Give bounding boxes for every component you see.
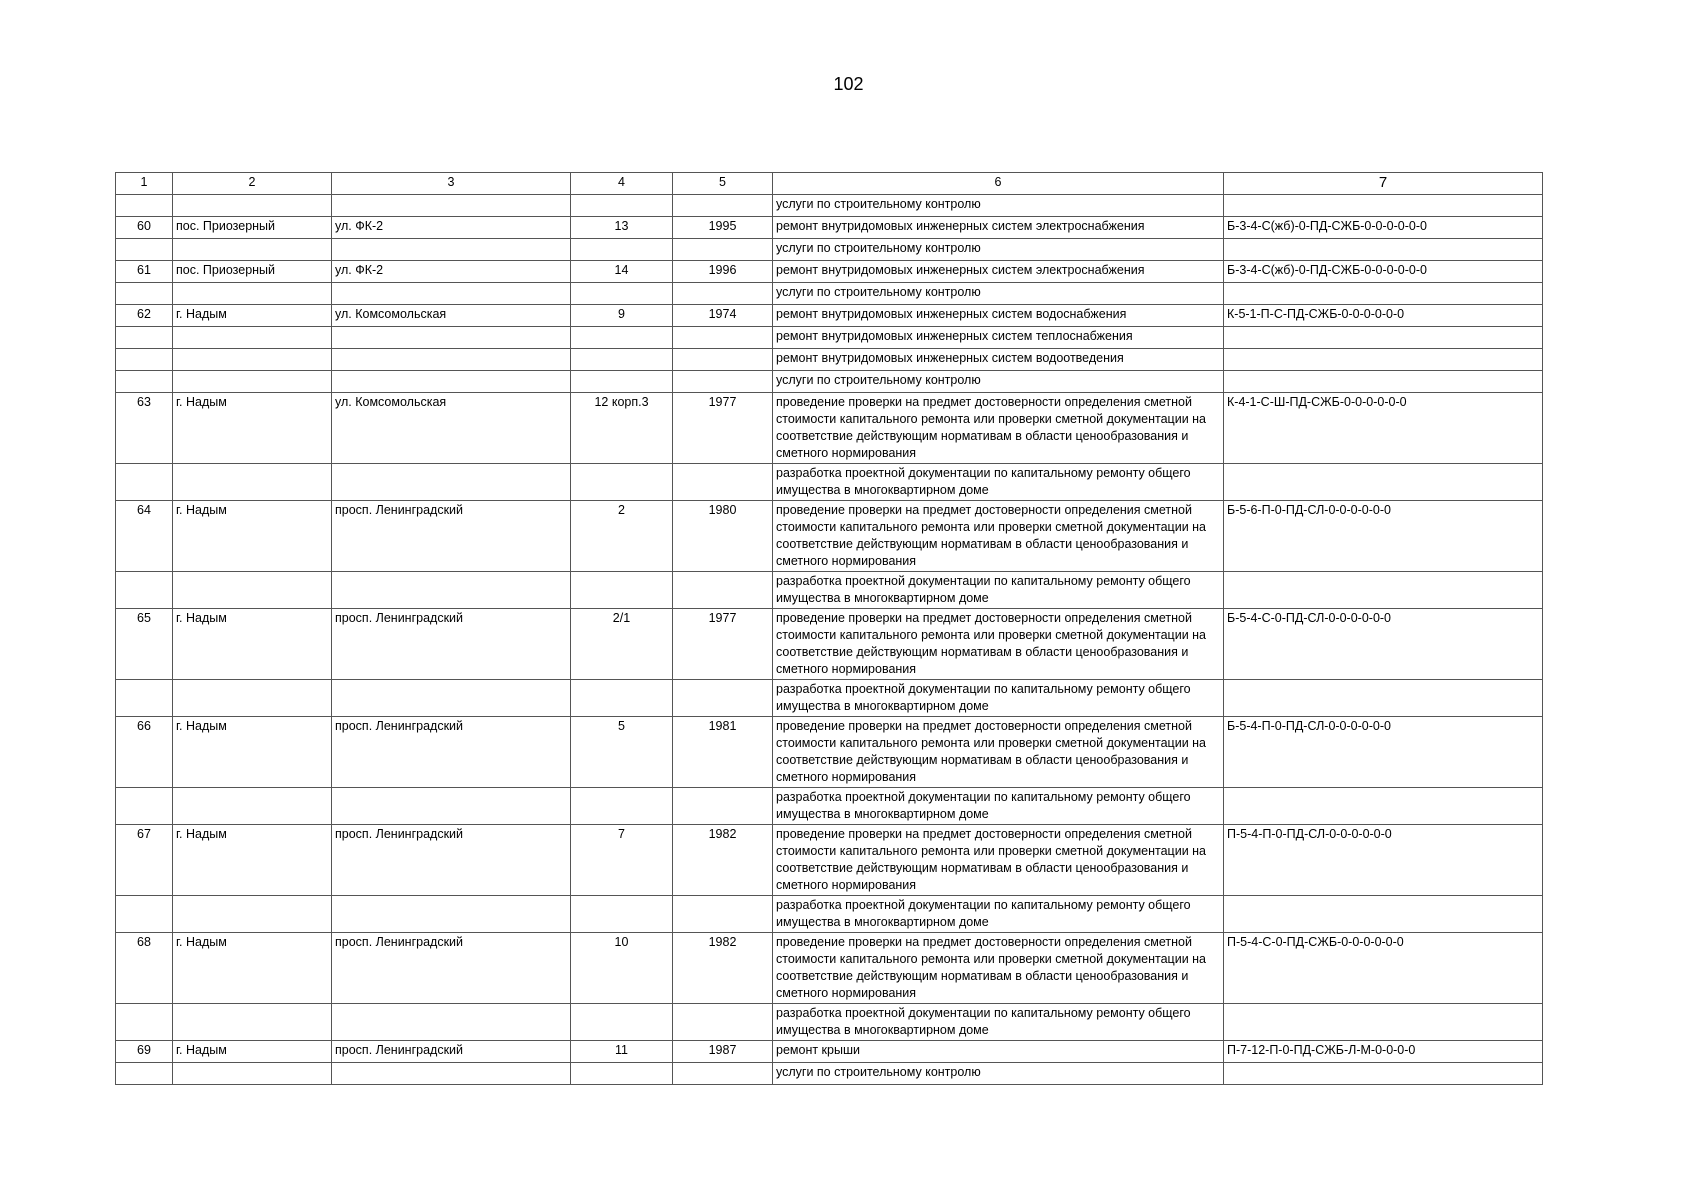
building-code-cell: П-5-4-П-0-ПД-СЛ-0-0-0-0-0-0 xyxy=(1224,825,1543,896)
settlement-cell xyxy=(173,195,332,217)
table-row xyxy=(116,371,1543,393)
build-year-cell: 1977 xyxy=(673,609,773,680)
table-row xyxy=(116,464,1543,501)
building-code-cell xyxy=(1224,680,1543,717)
building-code-cell xyxy=(1224,195,1543,217)
house-number-cell xyxy=(571,327,673,349)
build-year-cell xyxy=(673,572,773,609)
row-number xyxy=(116,283,173,305)
work-type-cell: разработка проектной документации по капитальному ремонту общего имущества в многоквартирном доме xyxy=(773,896,1224,933)
settlement-cell: пос. Приозерный xyxy=(173,261,332,283)
house-number-cell: 5 xyxy=(571,717,673,788)
build-year-cell: 1980 xyxy=(673,501,773,572)
street-cell xyxy=(332,1063,571,1085)
table-row xyxy=(116,680,1543,717)
build-year-cell xyxy=(673,195,773,217)
column-number: 1 xyxy=(116,173,173,195)
work-type-cell: ремонт внутридомовых инженерных систем электроснабжения xyxy=(773,261,1224,283)
settlement-cell: г. Надым xyxy=(173,501,332,572)
work-type-cell: проведение проверки на предмет достоверности определения сметной стоимости капитального ремонта или проверки сметной документации на соответствие действующим нормативам в области ценообразования и сметного нормирования xyxy=(773,609,1224,680)
work-type-cell: услуги по строительному контролю xyxy=(773,283,1224,305)
house-number-cell: 11 xyxy=(571,1041,673,1063)
settlement-cell: г. Надым xyxy=(173,933,332,1004)
building-code-cell xyxy=(1224,283,1543,305)
building-code-cell: П-5-4-С-0-ПД-СЖБ-0-0-0-0-0-0 xyxy=(1224,933,1543,1004)
build-year-cell: 1977 xyxy=(673,393,773,464)
building-code-cell xyxy=(1224,371,1543,393)
street-cell: просп. Ленинградский xyxy=(332,1041,571,1063)
street-cell: ул. Комсомольская xyxy=(332,393,571,464)
settlement-cell xyxy=(173,464,332,501)
settlement-cell: г. Надым xyxy=(173,1041,332,1063)
house-number-cell xyxy=(571,283,673,305)
work-type-cell: услуги по строительному контролю xyxy=(773,195,1224,217)
building-code-cell xyxy=(1224,572,1543,609)
work-type-cell: разработка проектной документации по капитальному ремонту общего имущества в многоквартирном доме xyxy=(773,1004,1224,1041)
row-number xyxy=(116,788,173,825)
house-number-cell: 13 xyxy=(571,217,673,239)
street-cell: просп. Ленинградский xyxy=(332,825,571,896)
table-row xyxy=(116,327,1543,349)
settlement-cell xyxy=(173,1004,332,1041)
row-number xyxy=(116,239,173,261)
building-code-cell: Б-3-4-С(жб)-0-ПД-СЖБ-0-0-0-0-0-0 xyxy=(1224,261,1543,283)
build-year-cell xyxy=(673,1063,773,1085)
building-code-cell: Б-5-4-П-0-ПД-СЛ-0-0-0-0-0-0 xyxy=(1224,717,1543,788)
table-row xyxy=(116,788,1543,825)
house-number-cell xyxy=(571,1004,673,1041)
table-row xyxy=(116,305,1543,327)
row-number: 65 xyxy=(116,609,173,680)
column-number: 6 xyxy=(773,173,1224,195)
street-cell: ул. ФК-2 xyxy=(332,261,571,283)
build-year-cell xyxy=(673,464,773,501)
table-row xyxy=(116,283,1543,305)
work-type-cell: услуги по строительному контролю xyxy=(773,1063,1224,1085)
street-cell xyxy=(332,239,571,261)
column-number: 4 xyxy=(571,173,673,195)
build-year-cell xyxy=(673,327,773,349)
build-year-cell: 1996 xyxy=(673,261,773,283)
build-year-cell xyxy=(673,896,773,933)
street-cell: ул. ФК-2 xyxy=(332,217,571,239)
street-cell xyxy=(332,1004,571,1041)
build-year-cell: 1987 xyxy=(673,1041,773,1063)
building-code-cell: Б-3-4-С(жб)-0-ПД-СЖБ-0-0-0-0-0-0 xyxy=(1224,217,1543,239)
table-row xyxy=(116,896,1543,933)
table-row xyxy=(116,572,1543,609)
capital-repair-table xyxy=(115,172,1543,1085)
street-cell: просп. Ленинградский xyxy=(332,609,571,680)
build-year-cell: 1982 xyxy=(673,825,773,896)
settlement-cell xyxy=(173,896,332,933)
building-code-cell: К-5-1-П-С-ПД-СЖБ-0-0-0-0-0-0 xyxy=(1224,305,1543,327)
street-cell: просп. Ленинградский xyxy=(332,717,571,788)
building-code-cell xyxy=(1224,464,1543,501)
table-row xyxy=(116,349,1543,371)
row-number: 60 xyxy=(116,217,173,239)
building-code-cell xyxy=(1224,239,1543,261)
table-row xyxy=(116,825,1543,896)
building-code-cell xyxy=(1224,327,1543,349)
house-number-cell: 10 xyxy=(571,933,673,1004)
street-cell xyxy=(332,896,571,933)
table-row xyxy=(116,717,1543,788)
build-year-cell: 1974 xyxy=(673,305,773,327)
settlement-cell: пос. Приозерный xyxy=(173,217,332,239)
street-cell xyxy=(332,327,571,349)
work-type-cell: услуги по строительному контролю xyxy=(773,239,1224,261)
build-year-cell xyxy=(673,371,773,393)
street-cell: ул. Комсомольская xyxy=(332,305,571,327)
row-number: 69 xyxy=(116,1041,173,1063)
row-number: 61 xyxy=(116,261,173,283)
work-type-cell: разработка проектной документации по капитальному ремонту общего имущества в многоквартирном доме xyxy=(773,572,1224,609)
settlement-cell: г. Надым xyxy=(173,609,332,680)
build-year-cell xyxy=(673,283,773,305)
work-type-cell: разработка проектной документации по капитальному ремонту общего имущества в многоквартирном доме xyxy=(773,680,1224,717)
work-type-cell: ремонт внутридомовых инженерных систем теплоснабжения xyxy=(773,327,1224,349)
table-row xyxy=(116,1041,1543,1063)
row-number xyxy=(116,371,173,393)
street-cell xyxy=(332,572,571,609)
house-number-cell xyxy=(571,464,673,501)
settlement-cell: г. Надым xyxy=(173,305,332,327)
building-code-cell: Б-5-6-П-0-ПД-СЛ-0-0-0-0-0-0 xyxy=(1224,501,1543,572)
house-number-cell xyxy=(571,896,673,933)
column-number: 5 xyxy=(673,173,773,195)
column-number: 7 xyxy=(1224,173,1543,195)
settlement-cell: г. Надым xyxy=(173,717,332,788)
settlement-cell xyxy=(173,680,332,717)
work-type-cell: разработка проектной документации по капитальному ремонту общего имущества в многоквартирном доме xyxy=(773,464,1224,501)
house-number-cell: 9 xyxy=(571,305,673,327)
work-type-cell: ремонт внутридомовых инженерных систем водоотведения xyxy=(773,349,1224,371)
build-year-cell xyxy=(673,239,773,261)
house-number-cell xyxy=(571,680,673,717)
row-number: 66 xyxy=(116,717,173,788)
house-number-cell xyxy=(571,788,673,825)
row-number xyxy=(116,1004,173,1041)
settlement-cell xyxy=(173,327,332,349)
settlement-cell xyxy=(173,349,332,371)
house-number-cell xyxy=(571,239,673,261)
row-number xyxy=(116,349,173,371)
row-number xyxy=(116,680,173,717)
table-row xyxy=(116,261,1543,283)
building-code-cell xyxy=(1224,896,1543,933)
house-number-cell: 12 корп.3 xyxy=(571,393,673,464)
table-row xyxy=(116,195,1543,217)
building-code-cell: К-4-1-С-Ш-ПД-СЖБ-0-0-0-0-0-0 xyxy=(1224,393,1543,464)
row-number: 68 xyxy=(116,933,173,1004)
house-number-cell: 14 xyxy=(571,261,673,283)
street-cell xyxy=(332,464,571,501)
settlement-cell xyxy=(173,239,332,261)
work-type-cell: проведение проверки на предмет достоверности определения сметной стоимости капитального ремонта или проверки сметной документации на соответствие действующим нормативам в области ценообразования и сметного нормирования xyxy=(773,393,1224,464)
row-number xyxy=(116,327,173,349)
building-code-cell xyxy=(1224,788,1543,825)
table-row xyxy=(116,609,1543,680)
settlement-cell: г. Надым xyxy=(173,825,332,896)
build-year-cell: 1981 xyxy=(673,717,773,788)
work-type-cell: проведение проверки на предмет достоверности определения сметной стоимости капитального ремонта или проверки сметной документации на соответствие действующим нормативам в области ценообразования и сметного нормирования xyxy=(773,501,1224,572)
street-cell xyxy=(332,680,571,717)
build-year-cell xyxy=(673,680,773,717)
building-code-cell: Б-5-4-С-0-ПД-СЛ-0-0-0-0-0-0 xyxy=(1224,609,1543,680)
work-type-cell: ремонт крыши xyxy=(773,1041,1224,1063)
row-number: 67 xyxy=(116,825,173,896)
street-cell: просп. Ленинградский xyxy=(332,933,571,1004)
column-number: 3 xyxy=(332,173,571,195)
house-number-cell xyxy=(571,572,673,609)
house-number-cell: 2 xyxy=(571,501,673,572)
street-cell xyxy=(332,195,571,217)
table-row xyxy=(116,1063,1543,1085)
settlement-cell xyxy=(173,1063,332,1085)
street-cell xyxy=(332,788,571,825)
row-number: 64 xyxy=(116,501,173,572)
table-row xyxy=(116,393,1543,464)
work-type-cell: ремонт внутридомовых инженерных систем водоснабжения xyxy=(773,305,1224,327)
settlement-cell: г. Надым xyxy=(173,393,332,464)
table-row xyxy=(116,1004,1543,1041)
row-number xyxy=(116,1063,173,1085)
building-code-cell xyxy=(1224,349,1543,371)
settlement-cell xyxy=(173,788,332,825)
building-code-cell: П-7-12-П-0-ПД-СЖБ-Л-М-0-0-0-0 xyxy=(1224,1041,1543,1063)
building-code-cell xyxy=(1224,1063,1543,1085)
work-type-cell: услуги по строительному контролю xyxy=(773,371,1224,393)
page-number: 102 xyxy=(833,74,864,94)
row-number xyxy=(116,464,173,501)
column-number-row xyxy=(116,173,1543,195)
work-type-cell: проведение проверки на предмет достоверности определения сметной стоимости капитального ремонта или проверки сметной документации на соответствие действующим нормативам в области ценообразования и сметного нормирования xyxy=(773,825,1224,896)
column-number: 2 xyxy=(173,173,332,195)
settlement-cell xyxy=(173,283,332,305)
table-row xyxy=(116,239,1543,261)
house-number-cell xyxy=(571,1063,673,1085)
work-type-cell: проведение проверки на предмет достоверности определения сметной стоимости капитального ремонта или проверки сметной документации на соответствие действующим нормативам в области ценообразования и сметного нормирования xyxy=(773,717,1224,788)
house-number-cell xyxy=(571,195,673,217)
build-year-cell: 1982 xyxy=(673,933,773,1004)
work-type-cell: проведение проверки на предмет достоверности определения сметной стоимости капитального ремонта или проверки сметной документации на соответствие действующим нормативам в области ценообразования и сметного нормирования xyxy=(773,933,1224,1004)
street-cell xyxy=(332,371,571,393)
row-number xyxy=(116,572,173,609)
settlement-cell xyxy=(173,572,332,609)
work-type-cell: ремонт внутридомовых инженерных систем электроснабжения xyxy=(773,217,1224,239)
row-number: 62 xyxy=(116,305,173,327)
build-year-cell xyxy=(673,1004,773,1041)
work-type-cell: разработка проектной документации по капитальному ремонту общего имущества в многоквартирном доме xyxy=(773,788,1224,825)
row-number xyxy=(116,195,173,217)
build-year-cell xyxy=(673,788,773,825)
settlement-cell xyxy=(173,371,332,393)
row-number: 63 xyxy=(116,393,173,464)
table-row xyxy=(116,217,1543,239)
house-number-cell xyxy=(571,349,673,371)
street-cell: просп. Ленинградский xyxy=(332,501,571,572)
row-number xyxy=(116,896,173,933)
street-cell xyxy=(332,349,571,371)
building-code-cell xyxy=(1224,1004,1543,1041)
house-number-cell: 7 xyxy=(571,825,673,896)
build-year-cell: 1995 xyxy=(673,217,773,239)
house-number-cell xyxy=(571,371,673,393)
table-row xyxy=(116,501,1543,572)
house-number-cell: 2/1 xyxy=(571,609,673,680)
table-row xyxy=(116,933,1543,1004)
build-year-cell xyxy=(673,349,773,371)
street-cell xyxy=(332,283,571,305)
